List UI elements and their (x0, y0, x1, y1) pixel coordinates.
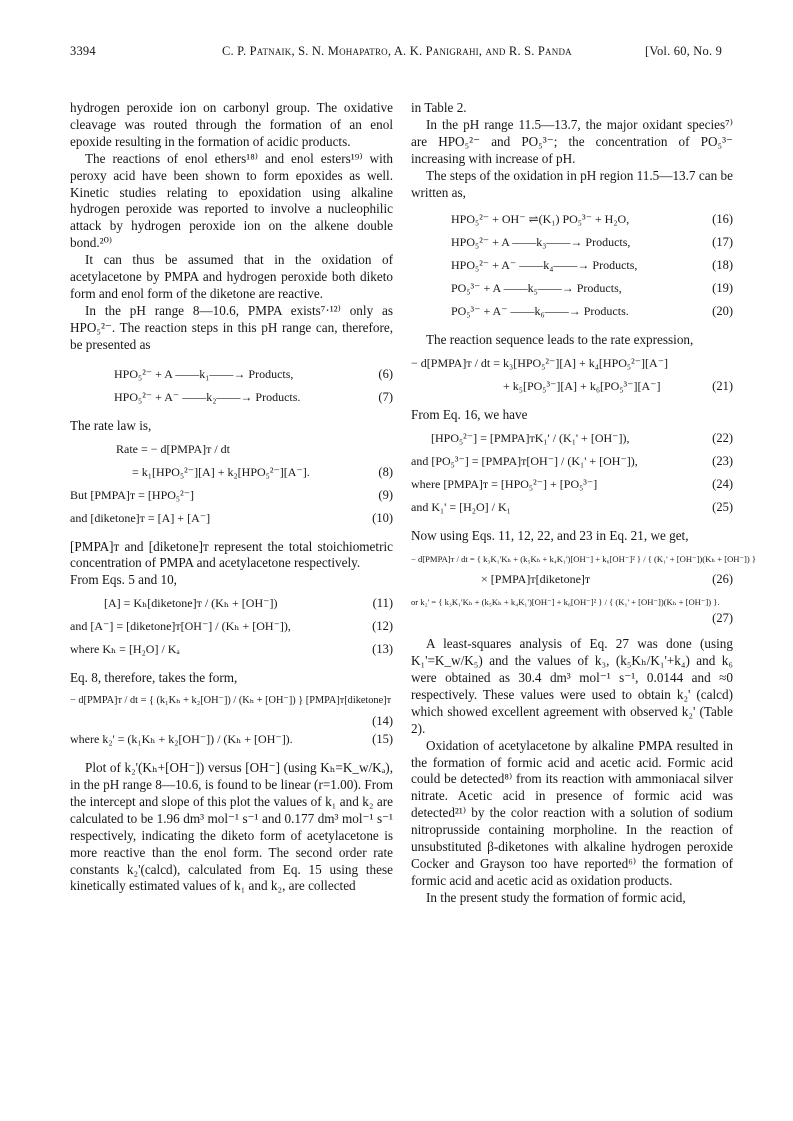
running-authors: C. P. Patnaik, S. N. Mohapatro, A. K. Panigrahi, and R. S. Panda (222, 44, 572, 58)
equation-26-a: − d[PMPA]ᴛ / dt = { k₃K₁'Kₕ + (k₅Kₕ + k₄K₁')[OH⁻] + k₆[OH⁻]² } / { (K₁' + [OH⁻])(Kₕ + [OH⁻]) } (411, 554, 757, 565)
equation-10: and [diketone]ᴛ = [A] + [A⁻] (10) (70, 510, 393, 525)
equation-11: [A] = Kₕ[diketone]ᴛ / (Kₕ + [OH⁻]) (11) (104, 596, 393, 611)
paragraph: hydrogen peroxide ion on carbonyl group. The oxidative cleavage was routed through the formation of an enol epoxide resulting in the formation of acidic products. (70, 100, 393, 149)
equation-15: where k₂' = (k₁Kₕ + k₂[OH⁻]) / (Kₕ + [OH⁻]). (15) (70, 732, 393, 747)
equation-27: or k₂' = { k₃K₁'Kₕ + (k₅Kₕ + k₄K₁')[OH⁻] + k₆[OH⁻]² } / { (K₁' + [OH⁻])(Kₕ + [OH⁻]) }. (27) (411, 597, 733, 626)
paragraph: From Eqs. 5 and 10, (70, 572, 177, 588)
equation-20: PO₅³⁻ + A⁻ ——k₆——→ Products. (20) (451, 304, 733, 319)
equation-6: HPO₅²⁻ + A ——k₁——→ Products, (6) (114, 366, 393, 381)
equation-21: + k₅[PO₅³⁻][A] + k₆[PO₅³⁻][A⁻] (21) (503, 379, 733, 394)
paragraph: In the present study the formation of formic acid, (426, 889, 686, 905)
equation-8-rate: Rate = − d[PMPA]ᴛ / dt (116, 441, 231, 456)
paragraph: From Eq. 16, we have (411, 407, 528, 423)
paragraph: A least-squares analysis of Eq. 27 was done (using K₁'=K_w/K₅) and the values of k₃, (k₅Kₕ/K₁'+k₄) and k₆ were obtained as 30.4 dm³ mol⁻¹ s⁻¹, 0.0144 and ≈0 respectively. These values were used to obtain k₂' (calcd) which showed excellent agreement with observed k₂' (Table 2). (411, 636, 733, 736)
paragraph: The rate law is, (70, 417, 152, 433)
equation-23: and [PO₅³⁻] = [PMPA]ᴛ[OH⁻] / (K₁' + [OH⁻]), (23) (411, 454, 733, 469)
equation-25: and K₁' = [H₂O] / K₁ (25) (411, 500, 733, 515)
equation-24: where [PMPA]ᴛ = [HPO₅²⁻] + [PO₅³⁻] (24) (411, 477, 733, 492)
equation-14: − d[PMPA]ᴛ / dt = { (k₁Kₕ + k₂[OH⁻]) / (Kₕ + [OH⁻]) } [PMPA]ᴛ[diketone]ᴛ (14) (70, 695, 393, 729)
equation-22: [HPO₅²⁻] = [PMPA]ᴛK₁' / (K₁' + [OH⁻]), (22) (431, 431, 733, 446)
paragraph: Plot of k₂'(Kₕ+[OH⁻]) versus [OH⁻] (using Kₕ=K_w/Kₐ), in the pH range 8—10.6, is found to be linear (r=1.00). From the intercept and slope of this plot the values of k₁ and k₂ are calculated to be 1.96 dm³ mol⁻¹ s⁻¹ and 0.177 dm³ mol⁻¹ s⁻¹ respectively, indicating the diketo form of acetylacetone is more reactive than the enol form. The second order rate constants k₂'(calcd), calculated from Eq. 15 using these kinetically estimated values of k₁ and k₂, are collected (70, 760, 393, 894)
page-number: 3394 (70, 44, 96, 58)
equation-26: × [PMPA]ᴛ[diketone]ᴛ (26) (481, 572, 733, 587)
equation-9: But [PMPA]ᴛ = [HPO₅²⁻] (9) (70, 487, 393, 502)
equation-19: PO₅³⁻ + A ——k₅——→ Products, (19) (451, 281, 733, 296)
equation-17: HPO₅²⁻ + A ——k₃——→ Products, (17) (451, 235, 733, 250)
paragraph: [PMPA]ᴛ and [diketone]ᴛ represent the total stoichiometric concentration of PMPA and acetylacetone respectively. (70, 538, 393, 571)
left-column (70, 100, 393, 895)
paragraph: In the pH range 8—10.6, PMPA exists⁷·¹²⁾ only as HPO₅²⁻. The reaction steps in this pH range can, therefore, be presented as (70, 302, 393, 352)
paragraph: in Table 2. (411, 100, 467, 115)
equation-18: HPO₅²⁻ + A⁻ ——k₄——→ Products, (18) (451, 258, 733, 273)
equation-16: HPO₅²⁻ + OH⁻ ⇌(K₁) PO₅³⁻ + H₂O, (16) (451, 212, 733, 227)
paragraph: Now using Eqs. 11, 12, 22, and 23 in Eq. 21, we get, (411, 528, 689, 544)
paragraph: Oxidation of acetylacetone by alkaline PMPA resulted in the formation of formic acid and acetic acid. Formic acid could be detected⁸⁾ from its reaction with ammoniacal silver nitrate. Acetic acid in presence of formic acid was detected²¹⁾ by the color reaction with a solution of sodium nitroprusside containing morpholine. In the reaction of unsubstituted β-diketones with alkaline hydrogen peroxide Cocker and Grayson too have reported⁶⁾ the formation of formic acid and acetic acid as oxidation products. (411, 737, 733, 888)
paragraph: Eq. 8, therefore, takes the form, (70, 670, 238, 686)
equation-8: = k₁[HPO₅²⁻][A] + k₂[HPO₅²⁻][A⁻]. (8) (132, 464, 393, 479)
paragraph: The steps of the oxidation in pH region 11.5—13.7 can be written as, (411, 167, 733, 200)
paragraph: The reaction sequence leads to the rate expression, (426, 332, 694, 348)
paragraph: In the pH range 11.5—13.7, the major oxidant species⁷⁾ are HPO₅²⁻ and PO₅³⁻; the concentration of PO₅³⁻ increasing with increase of pH. (411, 116, 733, 166)
equation-12: and [A⁻] = [diketone]ᴛ[OH⁻] / (Kₕ + [OH⁻]), (12) (70, 619, 393, 634)
equation-21-a: − d[PMPA]ᴛ / dt = k₃[HPO₅²⁻][A] + k₄[HPO₅²⁻][A⁻] (411, 356, 669, 371)
paragraph: It can thus be assumed that in the oxidation of acetylacetone by PMPA and hydrogen peroxide both diketo form and enol form of the diketone are reactive. (70, 252, 393, 301)
equation-7: HPO₅²⁻ + A⁻ ——k₂——→ Products. (7) (114, 389, 393, 404)
volume-issue: [Vol. 60, No. 9 (645, 44, 723, 58)
equation-13: where Kₕ = [H₂O] / Kₐ (13) (70, 642, 393, 657)
right-column (411, 100, 757, 907)
paragraph: The reactions of enol ethers¹⁸⁾ and enol esters¹⁹⁾ with peroxy acid have been shown to form epoxides as well. Kinetic studies relating to epoxidation using alkaline hydrogen peroxide was reported to involve a nucleophilic attack by hydrogen peroxide ion on the alkene double bond.²⁰⁾ (70, 150, 393, 251)
